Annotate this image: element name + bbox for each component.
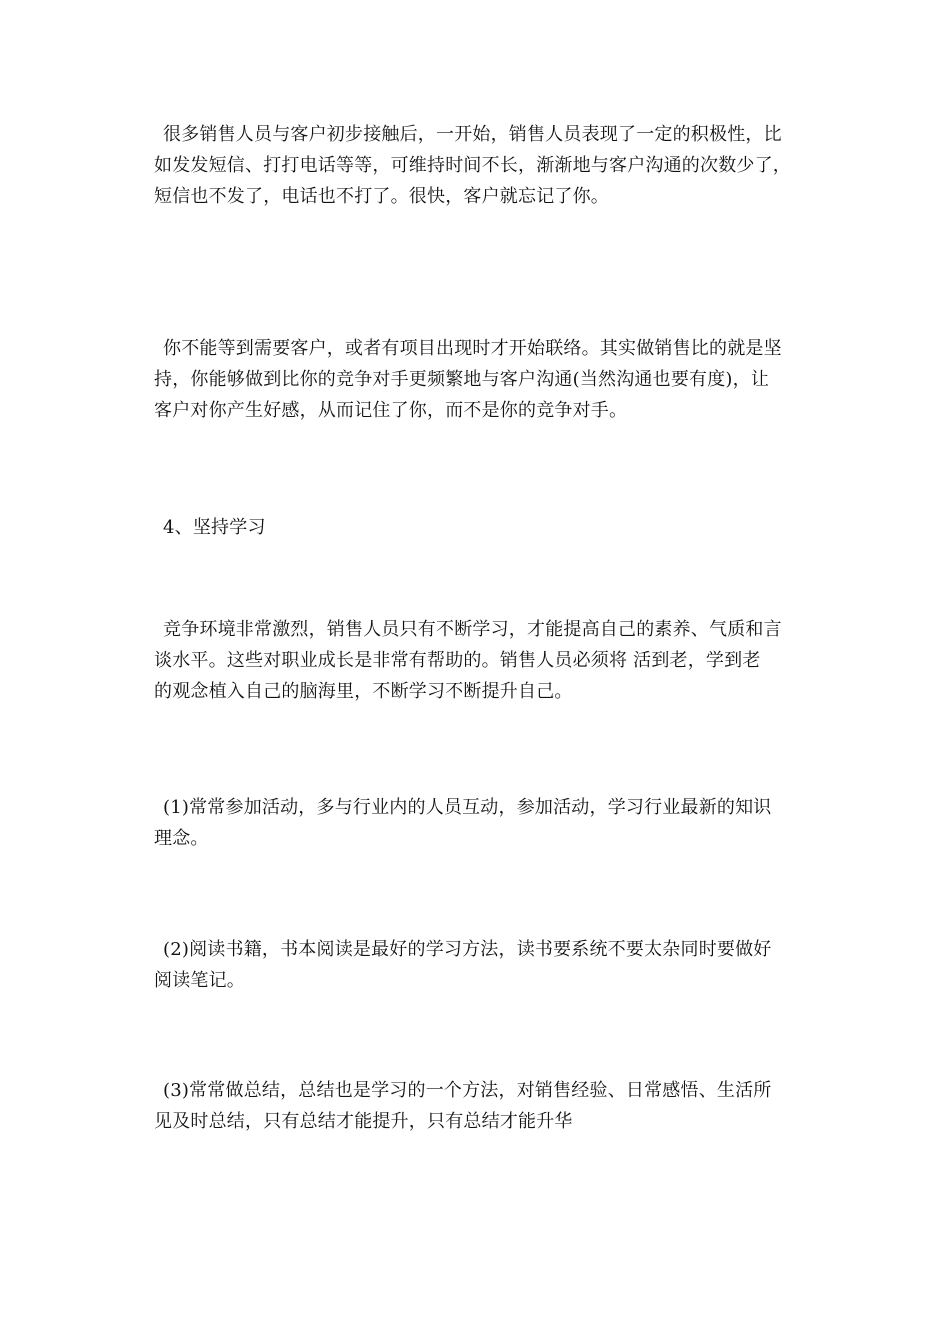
text-line: 你不能等到需要客户，或者有项目出现时才开始联络。其实做销售比的就是坚 — [163, 338, 782, 359]
text-line: 很多销售人员与客户初步接触后，一开始，销售人员表现了一定的积极性，比 — [163, 124, 782, 145]
text-line: 持，你能够做到比你的竞争对手更频繁地与客户沟通(当然沟通也要有度)，让 — [154, 369, 770, 390]
paragraph-learning — [145, 614, 810, 707]
list-item-summary — [145, 1075, 810, 1137]
section-heading — [145, 512, 810, 543]
list-item-activities — [145, 792, 810, 854]
paragraph-persistence — [145, 333, 810, 426]
text-line: (1)常常参加活动，多与行业内的人员互动，参加活动，学习行业最新的知识 — [163, 797, 772, 818]
text-line: 谈水平。这些对职业成长是非常有帮助的。销售人员必须将 活到老，学到老 — [154, 650, 761, 671]
heading-text: 4、坚持学习 — [163, 517, 266, 538]
text-line: 如发发短信、打打电话等等，可维持时间不长，渐渐地与客户沟通的次数少了， — [154, 155, 791, 176]
text-line: 竞争环境非常激烈，销售人员只有不断学习，才能提高自己的素养、气质和言 — [163, 619, 782, 640]
text-line: 客户对你产生好感，从而记住了你，而不是你的竞争对手。 — [154, 400, 628, 421]
text-line: (3)常常做总结，总结也是学习的一个方法，对销售经验、日常感悟、生活所 — [163, 1080, 772, 1101]
text-line: (2)阅读书籍，书本阅读是最好的学习方法，读书要系统不要太杂同时要做好 — [163, 939, 772, 960]
text-line: 见及时总结，只有总结才能提升，只有总结才能升华 — [154, 1111, 573, 1132]
text-line: 的观念植入自己的脑海里，不断学习不断提升自己。 — [154, 681, 573, 702]
list-item-reading — [145, 934, 810, 996]
paragraph-follow-up — [145, 119, 810, 212]
text-line: 理念。 — [154, 828, 209, 849]
text-line: 短信也不发了，电话也不打了。很快，客户就忘记了你。 — [154, 186, 609, 207]
text-line: 阅读笔记。 — [154, 970, 245, 991]
